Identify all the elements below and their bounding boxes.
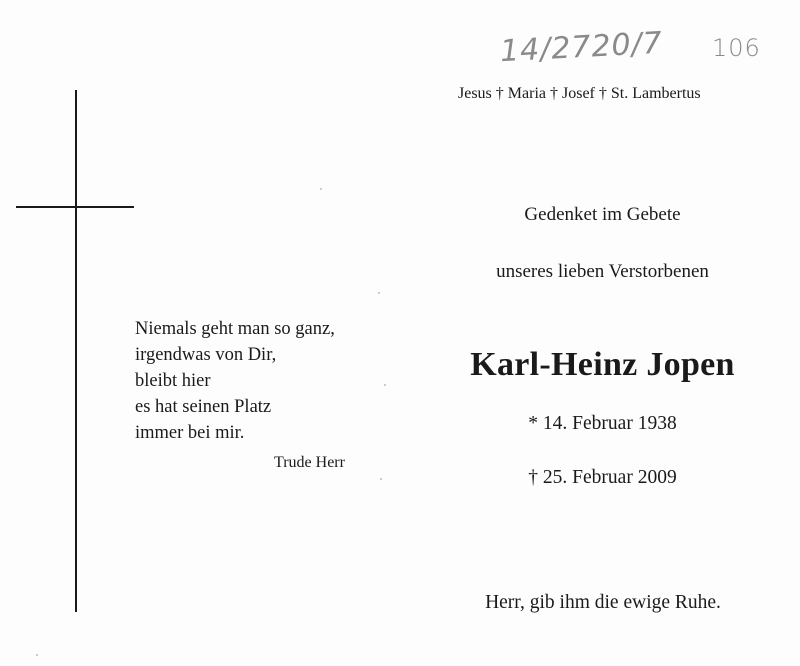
scan-speck [320, 188, 322, 190]
poem-line: bleibt hier [135, 371, 211, 391]
death-date: † 25. Februar 2009 [528, 467, 677, 488]
scan-speck [378, 292, 380, 294]
scan-speck [36, 654, 38, 656]
handwritten-archive-mark: 14/2720/7 [499, 25, 664, 70]
handwritten-page-number: 106 [712, 34, 761, 62]
poem-author: Trude Herr [274, 454, 345, 471]
poem-line: Niemals geht man so ganz, [135, 319, 335, 339]
religious-header: Jesus † Maria † Josef † St. Lambertus [458, 85, 701, 102]
intro-line-1: Gedenket im Gebete [524, 204, 681, 225]
scan-speck [384, 384, 386, 386]
poem-line: immer bei mir. [135, 423, 245, 443]
birth-date: * 14. Februar 1938 [528, 413, 677, 434]
cross-icon-horizontal-bar [16, 206, 134, 208]
poem-line: es hat seinen Platz [135, 397, 272, 417]
intro-line-2: unseres lieben Verstorbenen [496, 261, 709, 282]
poem [135, 316, 335, 446]
poem-line: irgendwas von Dir, [135, 345, 277, 365]
scan-speck [380, 478, 382, 480]
closing-prayer: Herr, gib ihm die ewige Ruhe. [485, 592, 721, 613]
deceased-name: Karl-Heinz Jopen [470, 346, 735, 383]
cross-icon-vertical-bar [75, 90, 77, 612]
